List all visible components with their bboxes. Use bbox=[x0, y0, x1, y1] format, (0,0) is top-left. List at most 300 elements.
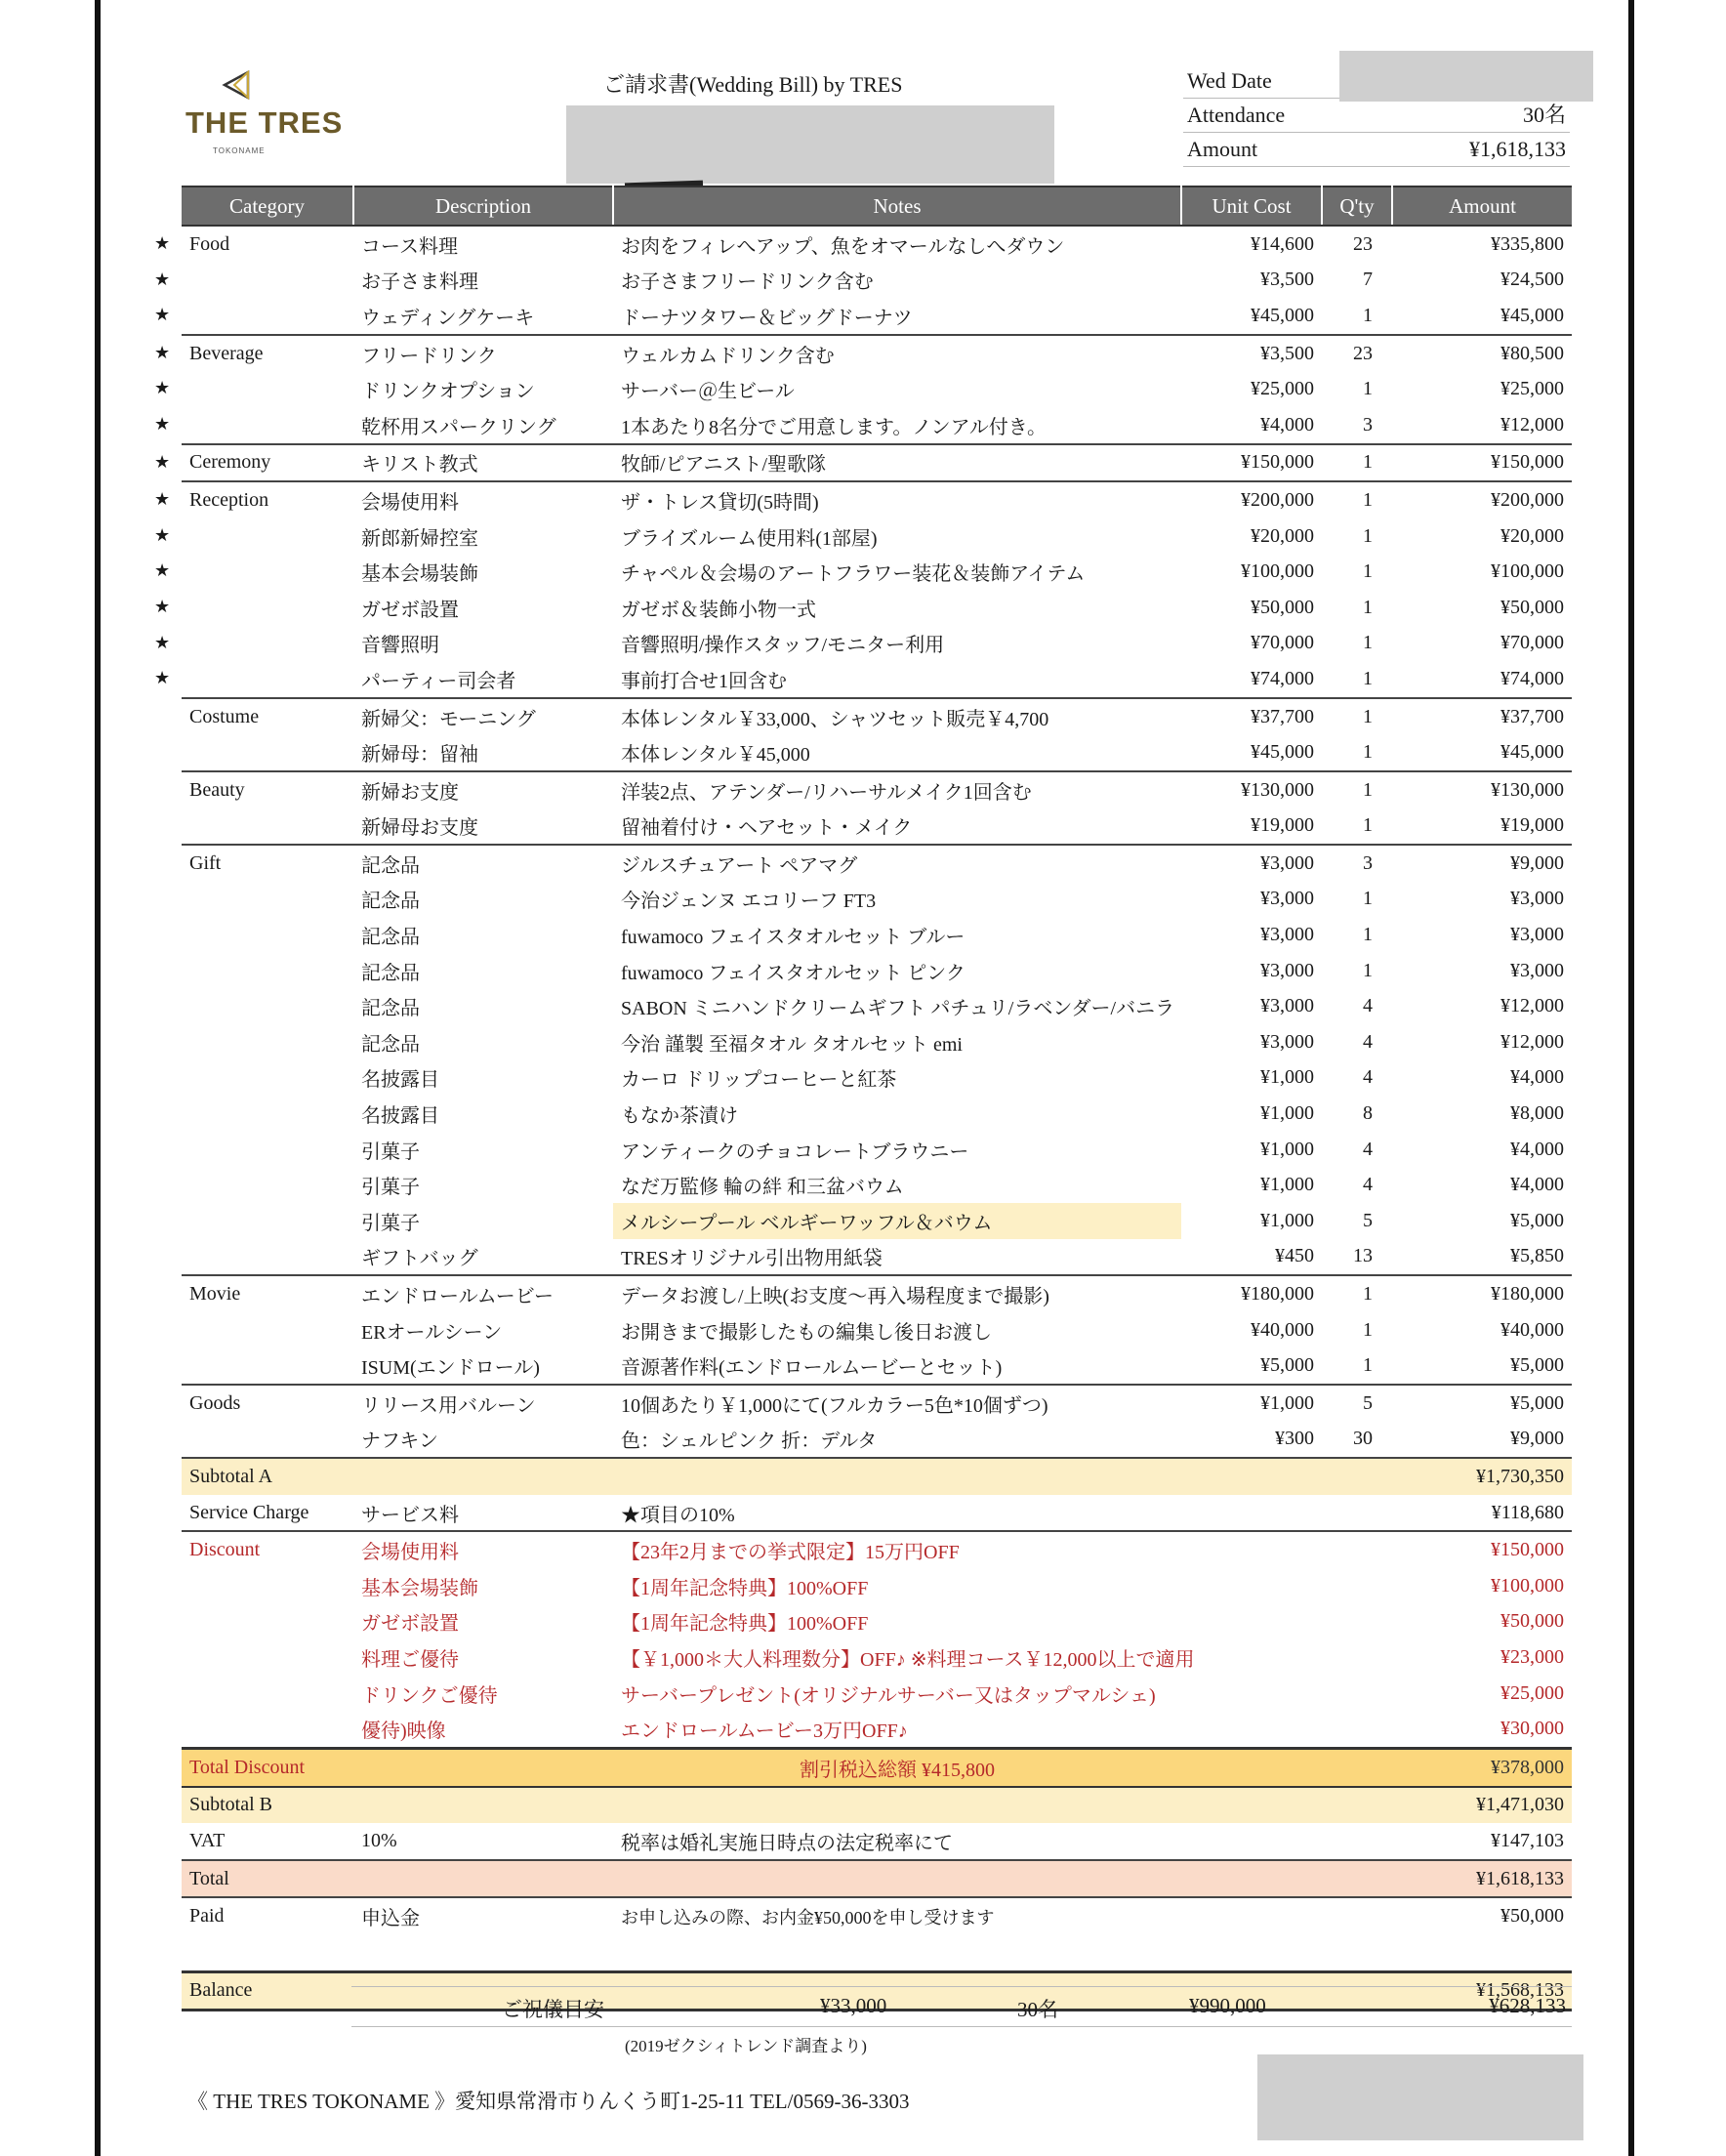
row-unit-cost: ¥1,000 bbox=[1260, 1066, 1314, 1089]
vat-row bbox=[182, 1823, 1572, 1860]
row-notes: 洋装2点、アテンダー/リハーサルメイク1回含む bbox=[613, 771, 1181, 808]
row-category bbox=[182, 734, 353, 771]
row-qty: 5 bbox=[1322, 1385, 1392, 1422]
discount-notes: 【1周年記念特典】100%OFF bbox=[621, 1613, 869, 1636]
row-amount: ¥37,700 bbox=[1392, 698, 1572, 735]
row-amount: ¥3,000 bbox=[1510, 959, 1564, 981]
row-amount: ¥3,000 bbox=[1510, 924, 1564, 946]
subtotal-a-amount: ¥1,730,350 bbox=[1392, 1458, 1572, 1495]
row-notes: アンティークのチョコレートブラウニー bbox=[621, 1140, 969, 1163]
total-discount-amount: ¥378,000 bbox=[1392, 1748, 1572, 1786]
row-qty: 1 bbox=[1363, 741, 1373, 764]
discount-empty bbox=[1181, 1639, 1322, 1676]
row-amount: ¥180,000 bbox=[1392, 1275, 1572, 1312]
spacer-row bbox=[182, 1934, 1572, 1971]
row-amount: ¥150,000 bbox=[1392, 444, 1572, 482]
row-description: 名披露目 bbox=[361, 1105, 439, 1128]
document-title: ご請求書(Wedding Bill) by TRES bbox=[603, 72, 903, 97]
row-description: 引菓子 bbox=[361, 1140, 420, 1163]
row-category bbox=[154, 444, 353, 482]
discount-notes: 【23年2月までの挙式限定】15万円OFF bbox=[613, 1531, 1181, 1568]
row-description: コース料理 bbox=[361, 235, 458, 258]
row-category bbox=[182, 771, 353, 808]
table-row bbox=[182, 845, 1572, 882]
discount-cat bbox=[182, 1711, 353, 1748]
row-description: ガゼボ設置 bbox=[361, 599, 459, 621]
table-row bbox=[182, 590, 1572, 626]
row-unit-cost: ¥1,000 bbox=[1181, 1385, 1322, 1422]
table-row bbox=[182, 1203, 1572, 1239]
row-category bbox=[182, 1132, 353, 1168]
row-category bbox=[182, 1060, 353, 1097]
table-row bbox=[182, 953, 1572, 989]
row-qty: 1 bbox=[1363, 560, 1373, 583]
row-qty: 1 bbox=[1363, 378, 1373, 400]
row-unit-cost: ¥19,000 bbox=[1251, 814, 1314, 837]
row-unit-cost: ¥3,000 bbox=[1260, 924, 1314, 946]
row-qty: 1 bbox=[1363, 814, 1373, 837]
row-notes: 事前打合せ1回含む bbox=[621, 670, 787, 692]
row-description: 記念品 bbox=[353, 845, 613, 882]
row-category-text: Ceremony bbox=[189, 451, 271, 474]
discount-empty bbox=[1322, 1568, 1392, 1604]
col-category: Category bbox=[182, 187, 353, 226]
row-unit-cost: ¥70,000 bbox=[1251, 632, 1314, 654]
discount-amt: ¥23,000 bbox=[1500, 1645, 1564, 1668]
row-amount: ¥4,000 bbox=[1510, 1138, 1564, 1160]
row-notes: TRESオリジナル引出物用紙袋 bbox=[621, 1248, 883, 1270]
redacted-date bbox=[1339, 51, 1593, 102]
row-amount: ¥24,500 bbox=[1500, 269, 1564, 291]
row-amount: ¥19,000 bbox=[1500, 814, 1564, 837]
table-row bbox=[182, 1239, 1572, 1276]
discount-row bbox=[182, 1531, 1572, 1568]
row-unit-cost: ¥37,700 bbox=[1181, 698, 1322, 735]
row-amount: ¥8,000 bbox=[1510, 1102, 1564, 1125]
row-description: 記念品 bbox=[361, 927, 420, 949]
row-description: 名披露目 bbox=[361, 1069, 439, 1092]
row-description: ウェディングケーキ bbox=[361, 307, 535, 329]
wed-date-label: Wed Date bbox=[1187, 68, 1272, 93]
row-category bbox=[154, 554, 353, 590]
discount-desc: ガゼボ設置 bbox=[361, 1613, 459, 1636]
row-unit-cost: ¥40,000 bbox=[1251, 1318, 1314, 1341]
table-row bbox=[182, 626, 1572, 662]
row-amount: ¥80,500 bbox=[1392, 335, 1572, 372]
vat-amount: ¥147,103 bbox=[1491, 1829, 1564, 1851]
row-qty: 1 bbox=[1322, 1275, 1392, 1312]
discount-amt: ¥25,000 bbox=[1500, 1681, 1564, 1704]
row-qty: 4 bbox=[1363, 1030, 1373, 1053]
row-unit-cost: ¥130,000 bbox=[1181, 771, 1322, 808]
discount-notes: 【1周年記念特典】100%OFF bbox=[621, 1577, 869, 1599]
amount-label: Amount bbox=[1187, 137, 1258, 161]
row-qty: 4 bbox=[1363, 1066, 1373, 1089]
table-row bbox=[182, 1132, 1572, 1168]
discount-empty bbox=[1181, 1676, 1322, 1712]
table-row bbox=[182, 1096, 1572, 1132]
row-amount: ¥5,000 bbox=[1392, 1385, 1572, 1422]
service-notes: ★項目の10% bbox=[621, 1504, 735, 1526]
row-notes: カーロ ドリップコーヒーと紅茶 bbox=[621, 1069, 897, 1092]
subtotal-b-row bbox=[182, 1787, 1572, 1824]
balance-label: Balance bbox=[182, 1971, 353, 2011]
row-unit-cost: ¥3,500 bbox=[1260, 269, 1314, 291]
discount-row bbox=[182, 1568, 1572, 1604]
row-notes: お肉をフィレへアップ、魚をオマールなしへダウン bbox=[621, 235, 1065, 258]
row-description: エンドロールムービー bbox=[353, 1275, 613, 1312]
row-category bbox=[154, 590, 353, 626]
discount-desc: 会場使用料 bbox=[353, 1531, 613, 1568]
row-category bbox=[154, 661, 353, 698]
amount-value: ¥1,618,133 bbox=[1469, 137, 1566, 161]
row-qty: 3 bbox=[1363, 413, 1373, 435]
row-category bbox=[182, 1203, 353, 1239]
vat-desc: 10% bbox=[361, 1829, 397, 1851]
table-row bbox=[182, 444, 1572, 482]
table-row bbox=[182, 771, 1572, 808]
table-row bbox=[182, 1312, 1572, 1348]
table-row bbox=[182, 1060, 1572, 1097]
row-amount: ¥45,000 bbox=[1500, 741, 1564, 764]
discount-empty bbox=[1181, 1568, 1322, 1604]
row-qty: 1 bbox=[1363, 667, 1373, 689]
row-amount: ¥9,000 bbox=[1510, 1428, 1564, 1450]
row-amount: ¥3,000 bbox=[1510, 888, 1564, 910]
table-row bbox=[182, 1275, 1572, 1312]
table-row bbox=[182, 988, 1572, 1024]
row-unit-cost: ¥50,000 bbox=[1251, 596, 1314, 618]
row-notes: お開きまで撮影したもの編集し後日お渡し bbox=[621, 1321, 992, 1344]
col-unit-cost: Unit Cost bbox=[1181, 187, 1322, 226]
row-category bbox=[154, 263, 353, 299]
row-amount: ¥45,000 bbox=[1500, 304, 1564, 326]
row-unit-cost: ¥4,000 bbox=[1260, 413, 1314, 435]
row-amount: ¥70,000 bbox=[1500, 632, 1564, 654]
gift-estimate-diff: ¥628,133 bbox=[1489, 1994, 1566, 2017]
row-notes: ブライズルーム使用料(1部屋) bbox=[621, 527, 878, 550]
row-description: ギフトバッグ bbox=[361, 1248, 478, 1270]
subtotal-b-label: Subtotal B bbox=[182, 1787, 353, 1824]
row-unit-cost: ¥1,000 bbox=[1260, 1209, 1314, 1231]
row-category bbox=[182, 1385, 353, 1422]
row-category-text: Beauty bbox=[189, 778, 245, 801]
star-icon: ★ bbox=[154, 378, 171, 398]
row-unit-cost: ¥14,600 bbox=[1251, 232, 1314, 255]
discount-amt: ¥100,000 bbox=[1491, 1574, 1564, 1596]
row-unit-cost: ¥1,000 bbox=[1260, 1174, 1314, 1196]
row-notes: fuwamoco フェイスタオルセット ピンク bbox=[621, 962, 966, 984]
row-amount: ¥25,000 bbox=[1500, 378, 1564, 400]
subtotal-a-label: Subtotal A bbox=[182, 1458, 353, 1495]
discount-empty bbox=[1322, 1639, 1392, 1676]
discount-amt: ¥50,000 bbox=[1500, 1610, 1564, 1633]
row-description: フリードリンク bbox=[353, 335, 613, 372]
total-discount-notes: 割引税込総額 ¥415,800 bbox=[613, 1748, 1181, 1786]
row-category bbox=[154, 407, 353, 444]
row-qty: 1 bbox=[1363, 924, 1373, 946]
row-category-text: Movie bbox=[189, 1283, 241, 1306]
row-amount: ¥4,000 bbox=[1510, 1174, 1564, 1196]
row-description: 新婦母お支度 bbox=[361, 817, 478, 840]
row-qty: 7 bbox=[1363, 269, 1373, 291]
row-qty: 30 bbox=[1353, 1428, 1373, 1450]
row-unit-cost: ¥450 bbox=[1275, 1245, 1314, 1267]
paid-label: Paid bbox=[189, 1905, 225, 1928]
row-notes: 牧師/ピアニスト/聖歌隊 bbox=[613, 444, 1181, 482]
subtotal-a-row bbox=[182, 1458, 1572, 1495]
service-desc: サービス料 bbox=[361, 1504, 459, 1526]
row-description: ドリンクオプション bbox=[361, 381, 535, 403]
row-category bbox=[154, 518, 353, 555]
discount-row bbox=[182, 1676, 1572, 1712]
row-notes: ドーナツタワー＆ビッグドーナツ bbox=[621, 307, 913, 329]
row-description: 記念品 bbox=[361, 962, 420, 984]
row-description: リリース用バルーン bbox=[353, 1385, 613, 1422]
discount-empty bbox=[1181, 1531, 1322, 1568]
table-row bbox=[182, 1385, 1572, 1422]
discount-row bbox=[182, 1711, 1572, 1748]
row-description: 記念品 bbox=[361, 1033, 420, 1056]
row-description: 乾杯用スパークリング bbox=[361, 416, 556, 438]
row-category-text: Costume bbox=[189, 705, 260, 727]
row-qty: 4 bbox=[1363, 1138, 1373, 1160]
row-unit-cost: ¥180,000 bbox=[1181, 1275, 1322, 1312]
row-description: パーティー司会者 bbox=[361, 670, 516, 692]
discount-empty bbox=[1322, 1604, 1392, 1640]
row-qty: 1 bbox=[1363, 524, 1373, 547]
star-icon: ★ bbox=[154, 632, 171, 652]
table-row bbox=[182, 371, 1572, 407]
row-qty: 1 bbox=[1322, 771, 1392, 808]
row-unit-cost: ¥5,000 bbox=[1260, 1354, 1314, 1377]
star-icon: ★ bbox=[154, 305, 171, 325]
row-description: ERオールシーン bbox=[361, 1321, 503, 1344]
row-unit-cost: ¥300 bbox=[1275, 1428, 1314, 1450]
total-label: Total bbox=[182, 1860, 353, 1898]
row-notes: 色：シェルピンク 折：デルタ bbox=[621, 1430, 878, 1453]
row-amount: ¥5,000 bbox=[1510, 1354, 1564, 1377]
discount-amt: ¥150,000 bbox=[1392, 1531, 1572, 1568]
row-unit-cost: ¥200,000 bbox=[1181, 481, 1322, 518]
row-qty: 1 bbox=[1363, 888, 1373, 910]
table-row bbox=[182, 518, 1572, 555]
discount-notes: 【￥1,000＊大人料理数分】OFF♪ ※料理コース￥12,000以上で適用 bbox=[621, 1648, 1195, 1671]
row-qty: 1 bbox=[1363, 596, 1373, 618]
row-qty: 1 bbox=[1363, 632, 1373, 654]
discount-desc: ドリンクご優待 bbox=[361, 1684, 498, 1707]
paid-notes: お申し込みの際、お内金¥50,000を申し受けます bbox=[621, 1907, 995, 1928]
row-notes: 1本あたり8名分でご用意します。ノンアル付き。 bbox=[621, 416, 1047, 438]
row-category bbox=[182, 698, 353, 735]
row-unit-cost: ¥3,000 bbox=[1181, 845, 1322, 882]
row-description: 音響照明 bbox=[361, 635, 439, 657]
total-discount-label: Total Discount bbox=[182, 1748, 353, 1786]
row-notes: 本体レンタル￥45,000 bbox=[621, 744, 810, 767]
row-qty: 1 bbox=[1363, 1354, 1373, 1377]
row-unit-cost: ¥3,000 bbox=[1260, 959, 1314, 981]
row-unit-cost: ¥1,000 bbox=[1260, 1102, 1314, 1125]
attendance-value: 30名 bbox=[1522, 103, 1566, 127]
row-notes: 本体レンタル￥33,000、シャツセット販売￥4,700 bbox=[613, 698, 1181, 735]
row-unit-cost: ¥25,000 bbox=[1251, 378, 1314, 400]
service-label: Service Charge bbox=[189, 1501, 309, 1523]
discount-empty bbox=[1181, 1711, 1322, 1748]
row-category-text: Beverage bbox=[189, 342, 264, 364]
row-description: 引菓子 bbox=[361, 1177, 420, 1199]
row-category bbox=[182, 1024, 353, 1060]
row-amount: ¥4,000 bbox=[1510, 1066, 1564, 1089]
row-description: ナフキン bbox=[361, 1430, 438, 1453]
row-amount: ¥100,000 bbox=[1491, 560, 1564, 583]
attendance-row bbox=[1183, 99, 1570, 133]
star-icon: ★ bbox=[154, 524, 171, 545]
discount-cat bbox=[182, 1604, 353, 1640]
row-qty: 1 bbox=[1322, 481, 1392, 518]
row-description: 新婦お支度 bbox=[353, 771, 613, 808]
star-icon: ★ bbox=[154, 596, 171, 616]
row-category bbox=[182, 1275, 353, 1312]
row-category bbox=[182, 1422, 353, 1459]
star-icon: ★ bbox=[154, 269, 171, 289]
row-unit-cost: ¥150,000 bbox=[1181, 444, 1322, 482]
table-row bbox=[182, 1348, 1572, 1385]
row-description: ISUM(エンドロール) bbox=[361, 1357, 540, 1380]
row-description: 記念品 bbox=[361, 891, 420, 913]
amount-row bbox=[1183, 133, 1570, 167]
star-icon: ★ bbox=[154, 668, 171, 688]
row-category bbox=[182, 1312, 353, 1348]
row-category bbox=[182, 1348, 353, 1385]
row-category bbox=[182, 917, 353, 953]
col-qty: Q'ty bbox=[1322, 187, 1392, 226]
row-notes: なだ万監修 輪の絆 和三盆バウム bbox=[621, 1177, 904, 1199]
row-notes: 音響照明/操作スタッフ/モニター利用 bbox=[621, 635, 945, 657]
row-amount: ¥50,000 bbox=[1500, 596, 1564, 618]
table-row bbox=[182, 554, 1572, 590]
discount-notes: サーバープレゼント(オリジナルサーバー又はタップマルシェ) bbox=[621, 1684, 1156, 1707]
subtotal-b-amount: ¥1,471,030 bbox=[1392, 1787, 1572, 1824]
row-category-text: Reception bbox=[189, 488, 269, 511]
total-amount: ¥1,618,133 bbox=[1392, 1860, 1572, 1898]
discount-empty bbox=[1181, 1604, 1322, 1640]
table-row bbox=[182, 407, 1572, 444]
row-qty: 4 bbox=[1363, 1174, 1373, 1196]
discount-desc: 基本会場装飾 bbox=[361, 1577, 478, 1599]
attendance-label: Attendance bbox=[1187, 103, 1286, 127]
row-description: 基本会場装飾 bbox=[361, 563, 478, 586]
row-unit-cost: ¥3,000 bbox=[1260, 1030, 1314, 1053]
row-notes: 10個あたり￥1,000にて(フルカラー5色*10個ずつ) bbox=[613, 1385, 1181, 1422]
row-qty: 5 bbox=[1363, 1209, 1373, 1231]
row-category bbox=[182, 1239, 353, 1276]
row-qty: 1 bbox=[1363, 304, 1373, 326]
table-row bbox=[182, 481, 1572, 518]
footer-address: 《 THE TRES TOKONAME 》愛知県常滑市りんくう町1-25-11 TEL/0569-36-3303 bbox=[187, 2090, 910, 2113]
row-notes: 今治 謹製 至福タオル タオルセット emi bbox=[621, 1033, 963, 1056]
gift-estimate-people: 30名 bbox=[1017, 1998, 1058, 2021]
table-row bbox=[182, 808, 1572, 846]
star-icon: ★ bbox=[154, 342, 171, 362]
row-category bbox=[182, 845, 353, 882]
col-notes: Notes bbox=[613, 187, 1181, 226]
row-qty: 13 bbox=[1353, 1245, 1373, 1267]
discount-empty bbox=[1322, 1711, 1392, 1748]
row-description: 会場使用料 bbox=[353, 481, 613, 518]
gift-estimate-total: ¥990,000 bbox=[1189, 1994, 1266, 2017]
row-category bbox=[182, 953, 353, 989]
logo-sub: TOKONAME bbox=[213, 146, 266, 155]
row-notes: ウェルカムドリンク含む bbox=[613, 335, 1181, 372]
row-notes: ザ・トレス貸切(5時間) bbox=[613, 481, 1181, 518]
triangle-logo-icon bbox=[221, 70, 252, 100]
row-description: 新婦父：モーニング bbox=[353, 698, 613, 735]
table-row bbox=[182, 1167, 1572, 1203]
logo-name: THE TRES bbox=[185, 105, 344, 140]
total-discount-row bbox=[182, 1748, 1572, 1786]
row-notes: チャペル＆会場のアートフラワー装花＆装飾アイテム bbox=[621, 563, 1086, 586]
discount-row bbox=[182, 1639, 1572, 1676]
service-charge-row bbox=[182, 1495, 1572, 1532]
discount-desc: 優待)映像 bbox=[361, 1721, 446, 1743]
vat-notes: 税率は婚礼実施日時点の法定税率にて bbox=[621, 1832, 953, 1854]
row-notes: 音源著作料(エンドロールムービーとセット) bbox=[621, 1357, 1003, 1380]
table-row bbox=[182, 734, 1572, 771]
balance-amount: ¥1,568,133 bbox=[1392, 1971, 1572, 2011]
row-category bbox=[182, 988, 353, 1024]
col-amount: Amount bbox=[1392, 187, 1572, 226]
row-description: 記念品 bbox=[361, 998, 420, 1020]
row-notes: SABON ミニハンドクリームギフト パチュリ/ラベンダー/バニラ bbox=[621, 998, 1175, 1020]
table-row bbox=[182, 917, 1572, 953]
row-notes: 今治ジェンヌ エコリーフ FT3 bbox=[621, 891, 877, 913]
gift-note: (2019ゼクシィトレンド調査より) bbox=[625, 2037, 867, 2055]
paid-amount: ¥50,000 bbox=[1500, 1905, 1564, 1928]
redacted-box bbox=[566, 105, 1054, 184]
table-row bbox=[182, 1024, 1572, 1060]
row-description: 新婦母：留袖 bbox=[361, 744, 478, 767]
row-unit-cost: ¥45,000 bbox=[1251, 741, 1314, 764]
table-row bbox=[182, 298, 1572, 335]
discount-empty bbox=[1322, 1531, 1392, 1568]
row-category bbox=[182, 808, 353, 846]
discount-cat bbox=[182, 1676, 353, 1712]
row-notes: メルシープール ベルギーワッフル＆バウム bbox=[613, 1203, 1181, 1239]
col-description: Description bbox=[353, 187, 613, 226]
discount-cat: Discount bbox=[182, 1531, 353, 1568]
row-amount: ¥12,000 bbox=[1500, 413, 1564, 435]
row-category bbox=[154, 335, 353, 372]
row-unit-cost: ¥3,000 bbox=[1260, 888, 1314, 910]
row-category bbox=[154, 481, 353, 518]
row-amount: ¥20,000 bbox=[1500, 524, 1564, 547]
row-category bbox=[182, 1167, 353, 1203]
row-amount: ¥5,850 bbox=[1510, 1245, 1564, 1267]
row-category bbox=[182, 1096, 353, 1132]
discount-cat bbox=[182, 1639, 353, 1676]
row-qty: 8 bbox=[1363, 1102, 1373, 1125]
row-qty: 1 bbox=[1322, 444, 1392, 482]
discount-notes: エンドロールムービー3万円OFF♪ bbox=[621, 1721, 908, 1743]
star-icon: ★ bbox=[154, 489, 171, 510]
row-amount: ¥5,000 bbox=[1510, 1209, 1564, 1231]
row-unit-cost: ¥1,000 bbox=[1260, 1138, 1314, 1160]
row-category-text: Food bbox=[189, 232, 230, 255]
paid-desc: 申込金 bbox=[361, 1908, 420, 1930]
row-notes: fuwamoco フェイスタオルセット ブルー bbox=[621, 927, 966, 949]
row-notes: データお渡し/上映(お支度〜再入場程度まで撮影) bbox=[613, 1275, 1181, 1312]
table-header bbox=[182, 187, 1572, 226]
